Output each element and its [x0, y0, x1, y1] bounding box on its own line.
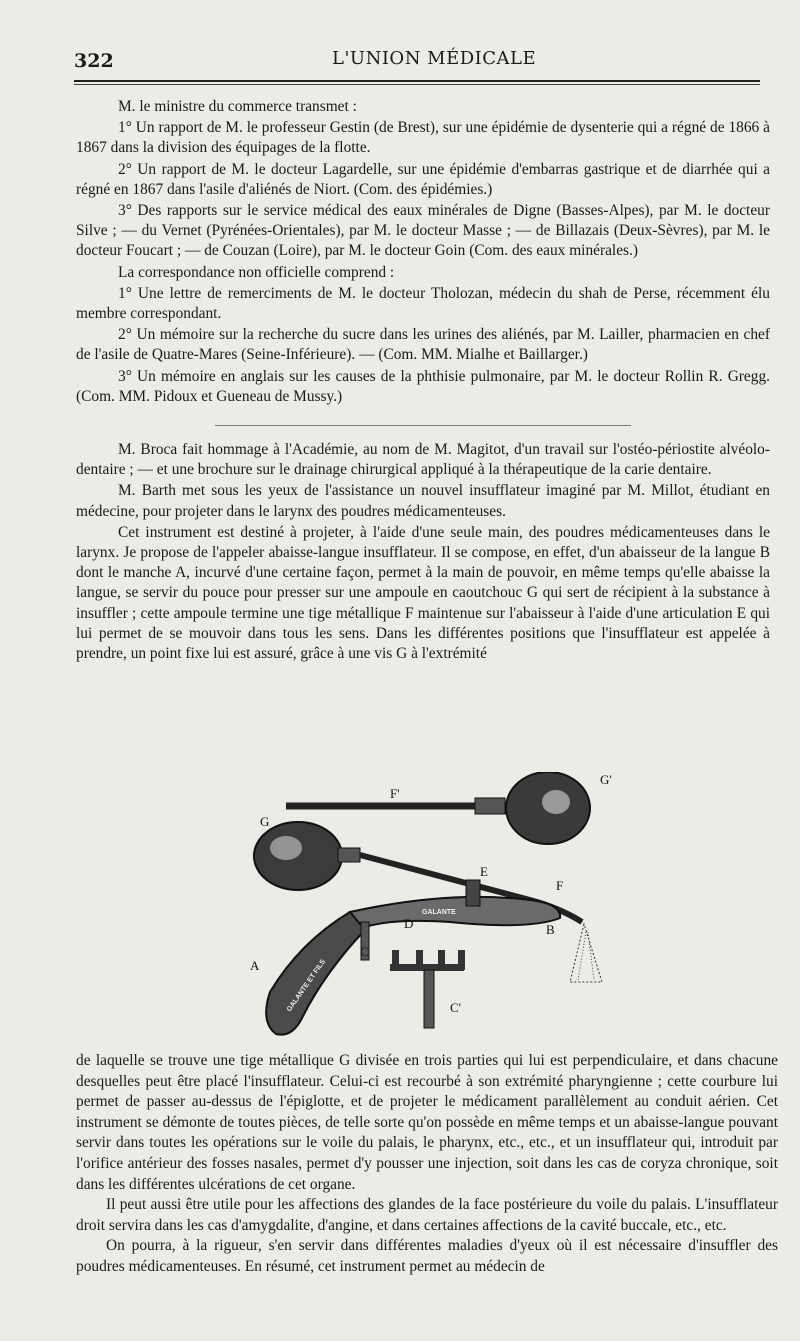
paragraph: 2° Un mémoire sur la recherche du sucre dans les urines des aliénés, par M. Lailler, pharmacien en chef de l'asile de Quatre-Mares (Seine-Inférieure). — (Com. MM. Mialhe et Baillarger.): [76, 326, 770, 364]
paragraph: 2° Un rapport de M. le docteur Lagardelle, sur une épidémie d'embarras gastrique et de diarrhée qui a régné en 1867 dans l'asile d'aliénés de Niort. (Com. des épidémies.): [76, 160, 770, 198]
paragraph: 3° Des rapports sur le service médical des eaux minérales de Digne (Basses-Alpes), par M. le docteur Silve ; — du Vernet (Pyrénées-Orientales), par M. le docteur Masse ; — de Billazais (Deux-Sèvres), par M. le docteur Foucart ; — de Couzan (Loire), par M. le docteur Goin (Com. des eaux minérales.): [76, 202, 770, 260]
paragraph: La correspondance non officielle comprend :: [118, 263, 395, 281]
label-f-prime: F': [390, 786, 400, 801]
body-text-top: [76, 97, 770, 665]
paragraph: On pourra, à la rigueur, s'en servir dans différentes maladies d'yeux où il est nécessaire d'insuffler des poudres médicamenteuses. En résumé, cet instrument permet au médecin de: [76, 1237, 778, 1275]
header-rule-thin: [74, 84, 760, 85]
bulb-highlight: [542, 790, 570, 814]
section-divider: [215, 415, 631, 426]
body-text-bottom: [76, 1051, 778, 1278]
page-number: 322: [74, 50, 114, 72]
label-f: F: [556, 878, 564, 893]
bulb-collar: [338, 848, 360, 862]
engraving-handle: GALANTE ET FILS: [285, 958, 328, 1014]
paragraph: M. le ministre du commerce transmet :: [118, 98, 357, 115]
paragraph: 1° Un rapport de M. le professeur Gestin (de Brest), sur une épidémie de dysenterie qui a régné de 1866 à 1867 dans la division des équipages de la flotte.: [76, 119, 770, 157]
label-e: E: [480, 864, 488, 879]
label-g-prime: G': [600, 772, 612, 787]
page-header: [74, 46, 762, 76]
paragraph: 3° Un mémoire en anglais sur les causes de la phthisie pulmonaire, par M. le docteur Rollin R. Gregg. (Com. MM. Pidoux et Gueneau de Mussy.): [76, 367, 770, 405]
engraving-galante: GALANTE: [422, 909, 456, 916]
journal-title: L'UNION MÉDICALE: [332, 48, 537, 69]
paragraph: Il peut aussi être utile pour les affections des glandes de la face postérieure du voile du palais. L'insufflateur droit servira dans les cas d'amygdalite, d'angine, et dans certaines affections de la cavité buccale, etc., etc.: [76, 1196, 778, 1234]
paragraph: 1° Une lettre de remerciments de M. le docteur Tholozan, médecin du shah de Perse, récemment élu membre correspondant.: [76, 284, 770, 323]
insufflator-illustration: [230, 772, 620, 1042]
label-c-prime: C': [450, 1000, 462, 1015]
three-part-rod: [390, 950, 465, 1028]
label-b: B: [546, 922, 555, 937]
label-d: D: [404, 916, 414, 931]
insufflator-engraving: [230, 772, 620, 1042]
rubber-bulb: [254, 822, 342, 890]
header-rule: [74, 80, 760, 82]
paragraph: de laquelle se trouve une tige métallique G divisée en trois parties qui lui est perpendiculaire, et dans chacune desquelles peut être placé l'insufflateur. Celui-ci est recourbé à son extrémité pharyngienne ; cette courbure lui permet de passer au-dessus de l'épiglotte, et de projeter le médicament parallèlement au conduit aérien. Cet instrument se démonte de toutes pièces, de telle sorte qu'on possède en même temps et un abaisse-langue pouvant servir dans toutes les opérations sur le voile du palais, le pharynx, etc., etc., et un insufflateur qui, introduit par l'orifice antérieur des fosses nasales, permet d'y pousser une injection, soit dans les cas de coryza chronique, soit dans les différentes ulcérations de cet organe.: [76, 1052, 778, 1193]
paragraph: M. Barth met sous les yeux de l'assistance un nouvel insufflateur imaginé par M. Millot, étudiant en médecine, pour projeter dans le larynx des poudres médicamenteuses.: [76, 482, 770, 520]
label-g: G: [260, 814, 270, 829]
articulation-joint: [466, 880, 480, 906]
label-c: C: [360, 944, 369, 959]
powder-spray: [570, 924, 602, 982]
paragraph: Cet instrument est destiné à projeter, à l'aide d'une seule main, des poudres médicamenteuses dans le larynx. Je propose de l'appeler abaisse-langue insufflateur. Il se compose, en effet, d'un abaisseur de la langue B dont le manche A, incurvé d'une certaine façon, permet à la main de pouvoir, en même temps qu'elle abaisse la langue, se servir du pouce pour presser sur une ampoule en caoutchouc G qui sert de récipient à la substance à insuffler ; cette ampoule termine une tige métallique F maintenue sur l'abaisseur à l'aide d'une articulation E qui lui permet de se mouvoir dans tous les sens. Dans les différentes positions que l'insufflateur est appelée à prendre, un point fixe lui est assuré, grâce à une vis G à l'extrémité: [76, 523, 770, 663]
label-a: A: [250, 958, 260, 973]
bulb-highlight: [270, 836, 302, 860]
paragraph: M. Broca fait hommage à l'Académie, au nom de M. Magitot, d'un travail sur l'ostéo-périostite alvéolo-dentaire ; — et une brochure sur le drainage chirurgical appliqué à la thérapeutique de la carie dentaire.: [76, 441, 770, 479]
tube-collar: [475, 798, 505, 814]
